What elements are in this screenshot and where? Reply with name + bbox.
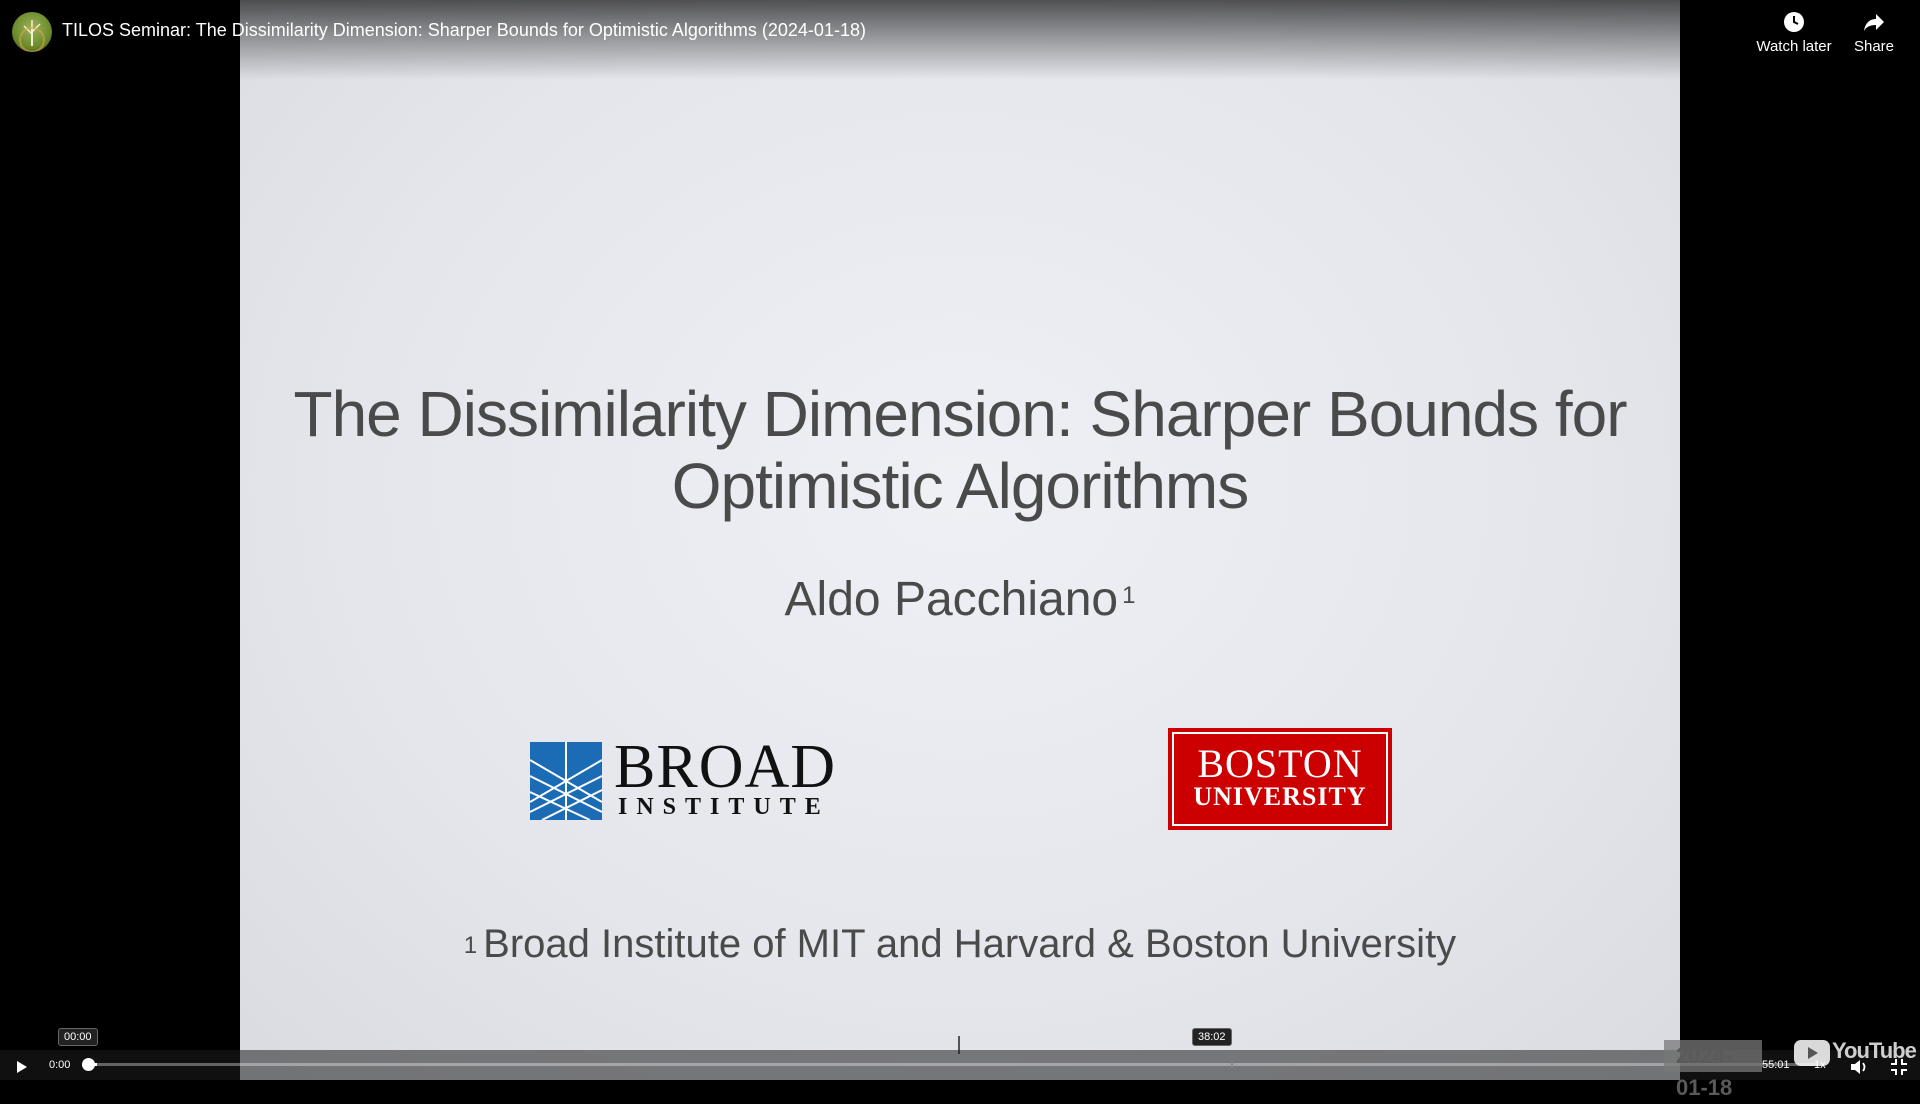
fullscreen-exit-button[interactable]: [1888, 1056, 1910, 1078]
duration: 55:01: [1762, 1059, 1790, 1071]
affiliation-sup: 1: [463, 932, 478, 959]
share-button[interactable]: [1829, 10, 1919, 55]
slide-affiliation: [240, 922, 1680, 967]
share-arrow-icon: [1862, 10, 1886, 34]
youtube-label: YouTube: [1832, 1038, 1916, 1063]
bu-logo-line1: BOSTON: [1197, 741, 1363, 786]
current-time: 0:00: [49, 1059, 71, 1071]
slide-author: [240, 572, 1680, 627]
fullscreen-exit-icon: [1888, 1056, 1910, 1078]
channel-avatar[interactable]: [12, 12, 52, 52]
broad-logo-word: BROAD: [614, 733, 837, 801]
top-bar: [0, 0, 1920, 80]
date-watermark: 2024-01-18: [1664, 1040, 1762, 1072]
watch-later-button[interactable]: [1749, 10, 1839, 55]
video-frame[interactable]: [240, 0, 1680, 1080]
speed-button[interactable]: 1x: [1814, 1059, 1826, 1071]
volume-icon: [1848, 1056, 1870, 1078]
bu-logo-line2: UNIVERSITY: [1193, 782, 1367, 811]
play-button[interactable]: [10, 1056, 32, 1078]
boston-university-logo: [1168, 728, 1392, 830]
progress-handle[interactable]: [82, 1058, 95, 1071]
progress-bar[interactable]: [88, 1063, 1818, 1066]
chapter-marker: [1231, 1062, 1233, 1067]
author-sup: 1: [1122, 582, 1136, 609]
clock-icon: [1782, 10, 1806, 34]
volume-button[interactable]: [1848, 1056, 1870, 1078]
hover-time-tooltip-start: 00:00: [58, 1028, 98, 1046]
slide-title-line1: The Dissimilarity Dimension: Sharper Bounds for: [293, 378, 1627, 450]
play-icon: [10, 1056, 32, 1078]
share-label: Share: [1853, 38, 1895, 55]
hover-time-tooltip-chapter: 38:02: [1192, 1028, 1232, 1046]
broad-mark-icon: [530, 742, 602, 820]
tree-icon: [12, 12, 52, 52]
broad-institute-logo: [530, 733, 850, 822]
affiliation-text: Broad Institute of MIT and Harvard & Boston University: [483, 922, 1457, 966]
broad-logo-sub: INSTITUTE: [618, 794, 830, 820]
video-title[interactable]: TILOS Seminar: The Dissimilarity Dimension: Sharper Bounds for Optimistic Algorithms (2024-01-18): [62, 20, 866, 40]
author-name: Aldo Pacchiano: [784, 573, 1119, 626]
slide-title: [240, 378, 1680, 522]
slide-title-line2: Optimistic Algorithms: [671, 450, 1249, 522]
watch-later-label: Watch later: [1756, 38, 1832, 55]
